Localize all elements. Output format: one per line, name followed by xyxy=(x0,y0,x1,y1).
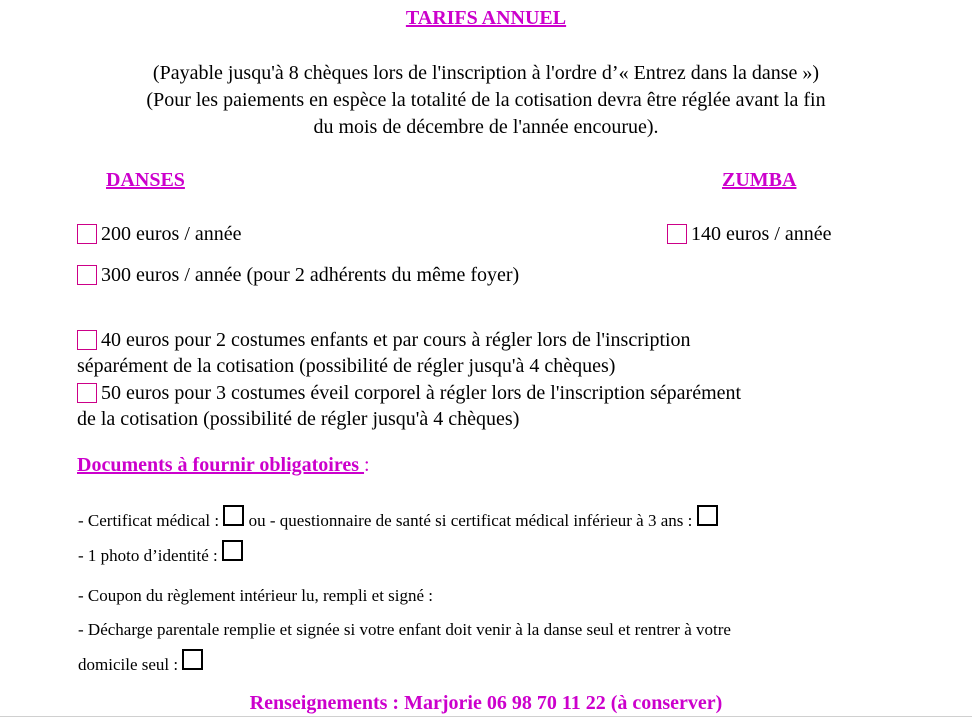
costume-option-50[interactable] xyxy=(77,380,741,406)
checkbox-certificat-medical[interactable] xyxy=(223,505,244,526)
danses-option-300[interactable] xyxy=(77,262,519,288)
doc-item-photo-label: - 1 photo d’identité : xyxy=(78,546,223,565)
documents-heading-row xyxy=(77,454,370,477)
costume-option-50-line-2: de la cotisation (possibilité de régler jusqu'à 4 chèques) xyxy=(77,408,520,430)
danses-option-200[interactable] xyxy=(77,221,242,247)
checkbox-decharge-parentale[interactable] xyxy=(182,649,203,670)
checkbox-costume-40[interactable] xyxy=(77,330,97,350)
zumba-option-140-label: 140 euros / année xyxy=(691,223,832,245)
doc-item-coupon: - Coupon du règlement intérieur lu, rempli et signé : xyxy=(78,586,434,605)
contact-info: Renseignements : Marjorie 06 98 70 11 22 (à conserver) xyxy=(249,692,723,714)
zumba-option-140[interactable] xyxy=(667,221,832,247)
costume-option-40-line-2: séparément de la cotisation (possibilité de régler jusqu'à 4 chèques) xyxy=(77,355,616,377)
doc-item-decharge-label: domicile seul : xyxy=(78,655,179,674)
checkbox-danses-200[interactable] xyxy=(77,224,97,244)
doc-item-decharge-line-1: - Décharge parentale remplie et signée si votre enfant doit venir à la danse seul et rentrer à votre xyxy=(78,620,731,639)
doc-item-photo xyxy=(78,540,243,567)
checkbox-costume-50[interactable] xyxy=(77,383,97,403)
costume-option-50-label: 50 euros pour 3 costumes éveil corporel à régler lors de l'inscription séparément xyxy=(101,382,742,404)
danses-heading: DANSES xyxy=(106,169,185,191)
page-title-wrap xyxy=(0,7,972,30)
checkbox-questionnaire-sante[interactable] xyxy=(697,505,718,526)
doc-item-certificat xyxy=(78,505,718,532)
doc-item-questionnaire-label: ou - questionnaire de santé si certificat médical inférieur à 3 ans : xyxy=(248,511,693,530)
documents-heading-colon: : xyxy=(364,454,370,476)
danses-option-200-label: 200 euros / année xyxy=(101,223,242,245)
payment-note-line-2: (Pour les paiements en espèce la totalité de la cotisation devra être réglée avant la fin xyxy=(146,89,826,111)
checkbox-photo-identite[interactable] xyxy=(222,540,243,561)
documents-heading: Documents à fournir obligatoires xyxy=(77,454,365,476)
payment-note-line-1: (Payable jusqu'à 8 chèques lors de l'inscription à l'ordre d’« Entrez dans la danse ») xyxy=(152,62,820,84)
checkbox-zumba-140[interactable] xyxy=(667,224,687,244)
zumba-heading: ZUMBA xyxy=(722,169,797,191)
doc-item-certificat-label: - Certificat médical : xyxy=(78,511,220,530)
checkbox-danses-300[interactable] xyxy=(77,265,97,285)
costume-option-40[interactable] xyxy=(77,327,691,353)
doc-item-decharge-line-2 xyxy=(78,649,203,676)
payment-note-line-3: du mois de décembre de l'année encourue). xyxy=(313,116,659,138)
costume-option-40-label: 40 euros pour 2 costumes enfants et par cours à régler lors de l'inscription xyxy=(101,329,691,351)
page-title: TARIFS ANNUEL xyxy=(405,7,567,29)
danses-option-300-label: 300 euros / année (pour 2 adhérents du même foyer) xyxy=(101,264,520,286)
page-bottom-divider xyxy=(0,716,972,717)
